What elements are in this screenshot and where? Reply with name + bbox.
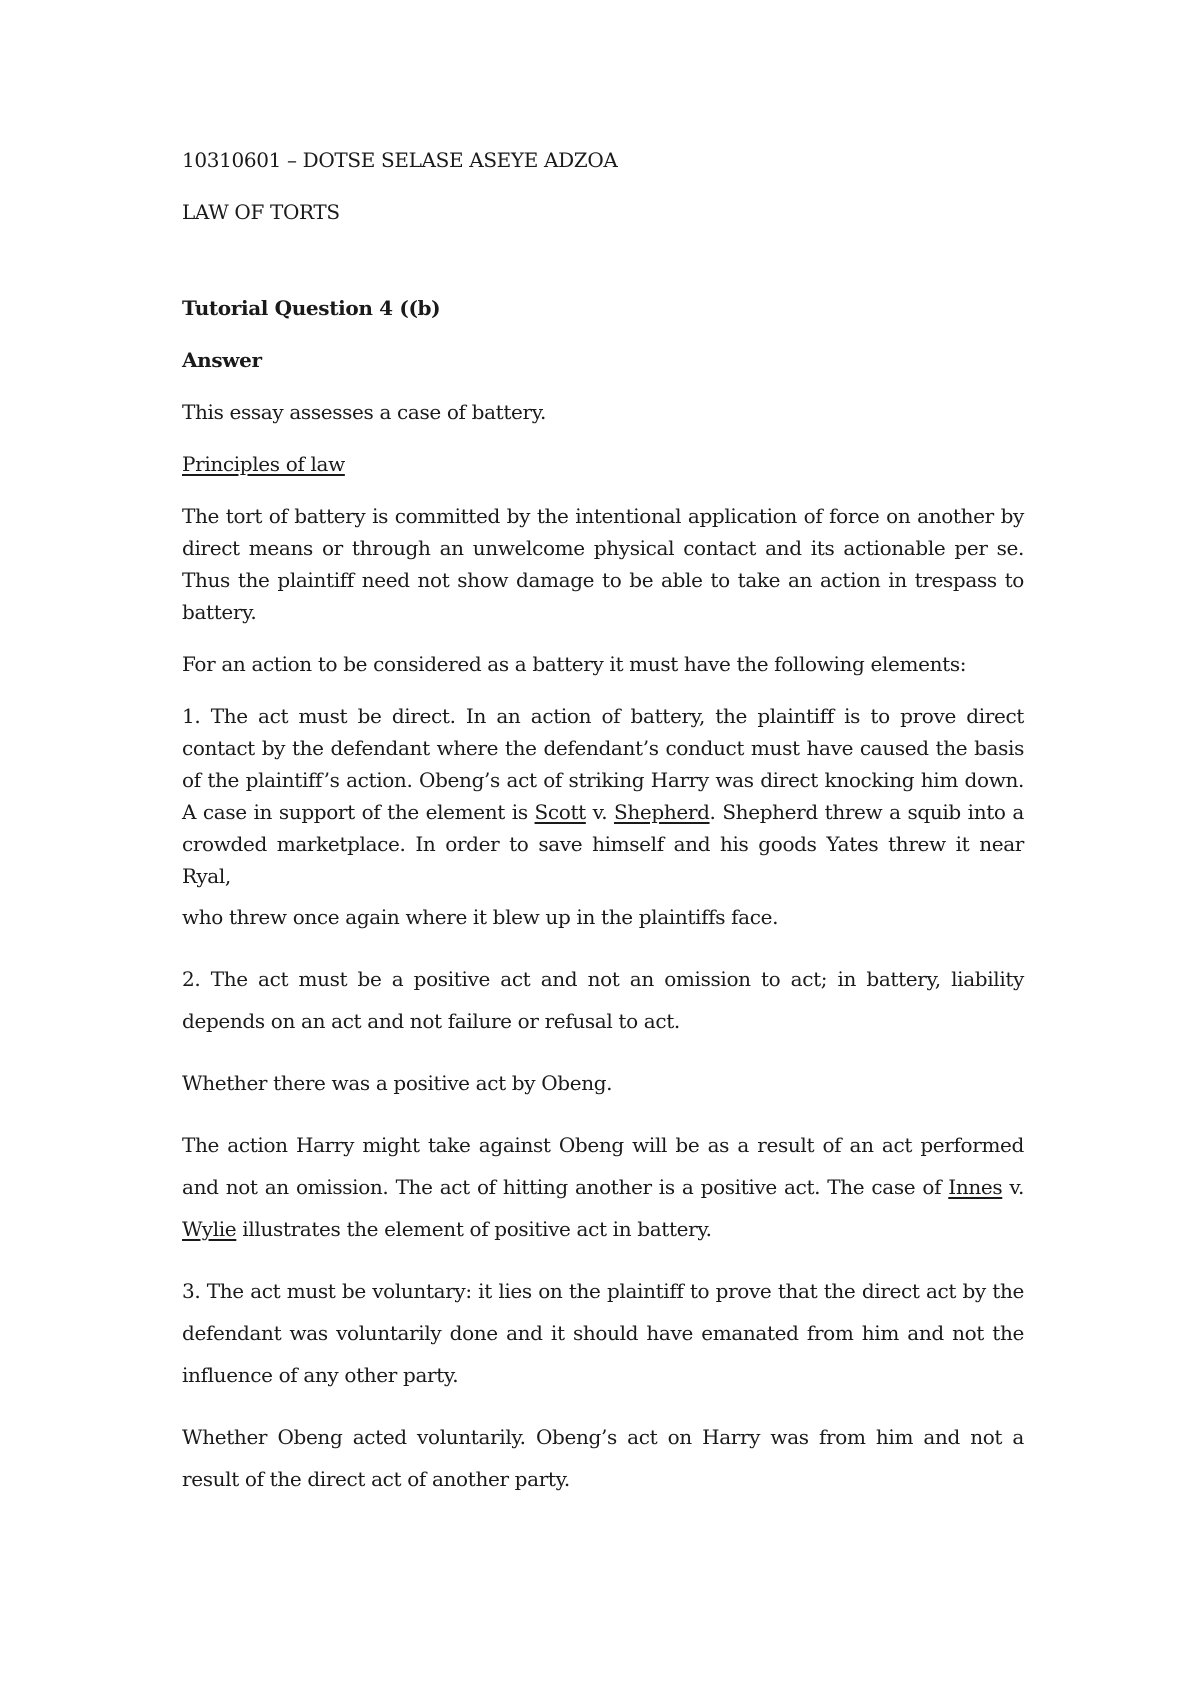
element-1-text-end: who threw once again where it blew up in the plaintiffs face. (182, 905, 779, 929)
element-2-analysis-cont: illustrates the element of positive act in battery. (236, 1217, 712, 1241)
course-title: LAW OF TORTS (182, 200, 340, 224)
document-body (182, 144, 1024, 1500)
answer-heading: Answer (182, 348, 262, 372)
definition-paragraph: The tort of battery is committed by the intentional application of force on another by direct means or through an unwelcome physical contact and its actionable per se. Thus the plaintiff need not show damage to be able to take an action in trespass to battery. (182, 504, 1024, 624)
element-1-text: 1. The act must be direct. In an action of battery, the plaintiff is to prove direct contact by the defendant where the defendant’s conduct must have caused the basis of the plaintiff’s action. Obeng’s act of striking Harry was direct knocking him down. A case in support of the element is (182, 704, 1024, 824)
element-2-paragraph: 2. The act must be a positive act and not an omission to act; in battery, liability depends on an act and not failure or refusal to act. (182, 967, 1024, 1033)
element-1-text-cont: . Shepherd threw a squib into a crowded marketplace. In order to save himself and his goods Yates threw it near Ryal, (182, 800, 1024, 888)
case-citation-shepherd: Shepherd (614, 800, 710, 824)
element-2-analysis-text: The action Harry might take against Obeng will be as a result of an act performed and not an omission. The act of hitting another is a positive act. The case of (182, 1133, 1024, 1199)
case-citation-innes: Innes (948, 1175, 1003, 1199)
case-citation-wylie: Wylie (182, 1217, 237, 1241)
question-title: Tutorial Question 4 ((b) (182, 296, 441, 320)
element-2-question: Whether there was a positive act by Obeng. (182, 1071, 613, 1095)
element-3-analysis: Whether Obeng acted voluntarily. Obeng’s act on Harry was from him and not a result of the direct act of another party. (182, 1425, 1024, 1491)
element-1-paragraph (182, 700, 1024, 938)
student-id-line: 10310601 – DOTSE SELASE ASEYE ADZOA (182, 148, 618, 172)
element-2-analysis (182, 1124, 1024, 1250)
element-3-paragraph: 3. The act must be voluntary: it lies on the plaintiff to prove that the direct act by the defendant was voluntarily done and it should have emanated from him and not the influence of any other party. (182, 1279, 1024, 1387)
case-citation-scott: Scott (534, 800, 586, 824)
elements-intro: For an action to be considered as a battery it must have the following elements: (182, 652, 967, 676)
intro-paragraph: This essay assesses a case of battery. (182, 400, 547, 424)
case-versus: v. (585, 800, 615, 824)
principles-heading: Principles of law (182, 452, 345, 476)
case-versus-2: v. (1002, 1175, 1025, 1199)
